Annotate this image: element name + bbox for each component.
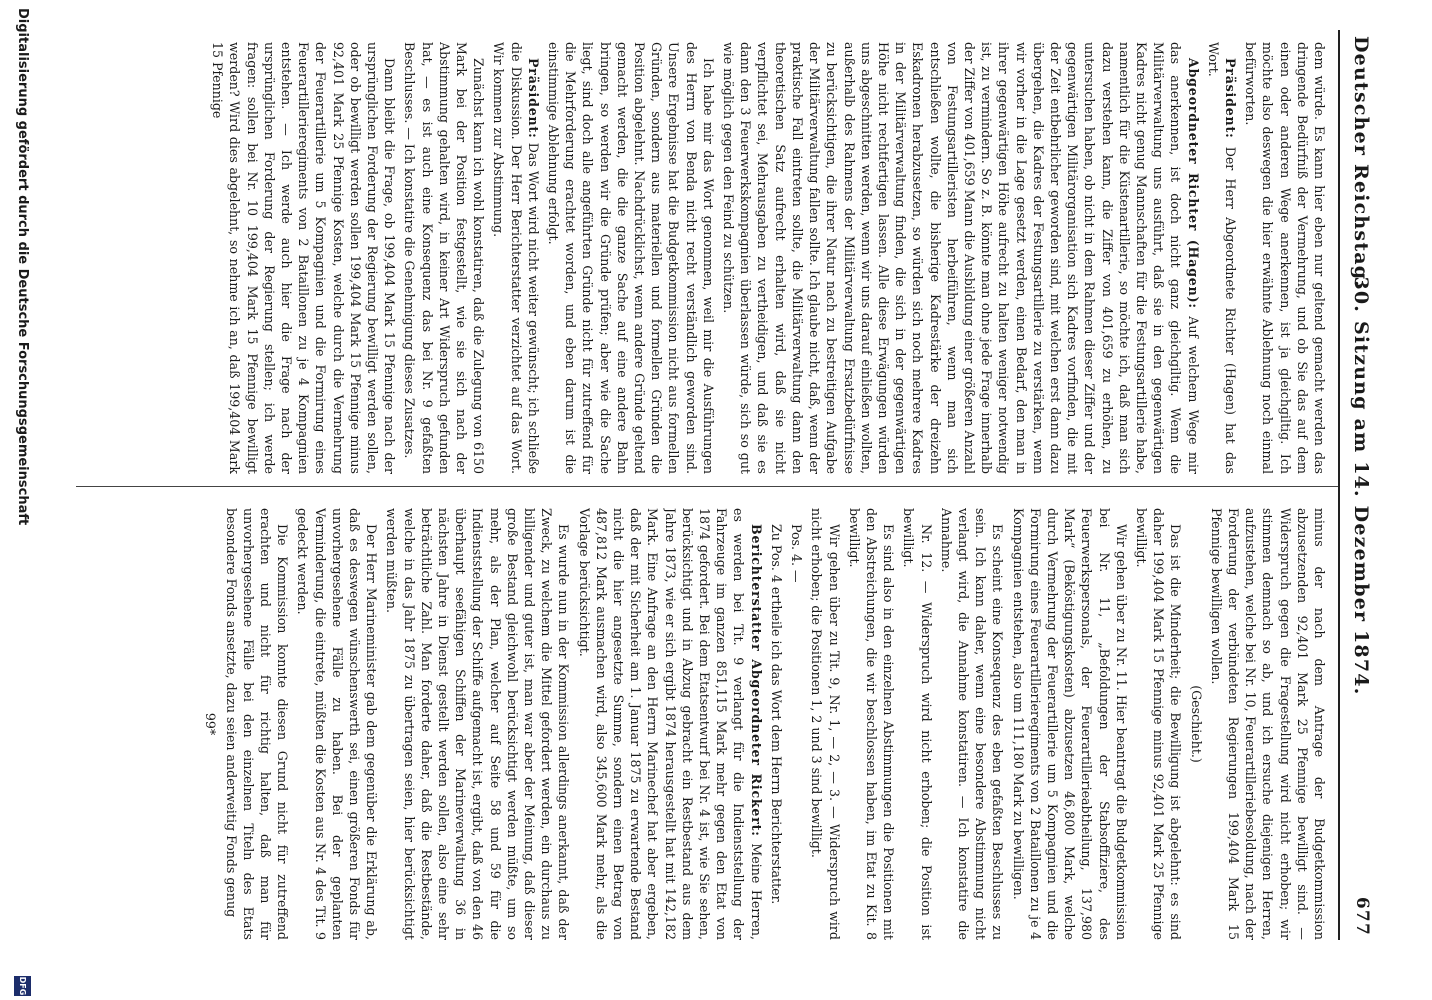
paragraph: dem würde. Es kann hier eben nur geltend gemacht werden das dringende Bedürfniß der Vermehrung, und ob Sie das auf dem einen oder anderen Wege anerkennen, ist ja gleichgiltig. Ich möchte also deswegen die hier erwähnte Ablehnung noch einmal befürworten. — [1243, 42, 1327, 474]
speech-text: Auf welchem Wege mir das anerkennen, ist doch nicht ganz gleichgiltig. Wenn die Militärverwaltung uns ausführt, daß sie in den gegenwärtigen Kadres nicht genug Mannschaften für die Festungsartillerie habe, namentlich für die Küstenartillerie, so möchte ich, daß man sich dazu verstehen kann, die Ziffer von 401,659 zu erhöhen, zu untersuchen haben, ob nicht in dem Rahmen dieser Ziffer und der gegenwärtigen Militärorganisation sich Kadres vorfinden, die mit der Zeit entbehrlicher geworden sind, mit welchen erst dann dazu übergehen, die Kadres der Festungsartillerie zu verstärken, wenn wir vorher in die Lage gesetzt werden, einen Bedarf, den man in ihrer gegenwärtigen Höhe aufrecht zu halten weniger notwendig ist, zu vermindern. So z. B. könnte man ohne jede Frage innerhalb der Ziffer von 401,659 Mann die Ausbildung einer größeren Anzahl von Festungsartilleristen herbeiführen, wenn man sich entschließen wollte, die bisherige Kadrestärke der dreizehn Eskadronen herabzusetzen, so würden sich noch mehrere Kadres in der Militärverwaltung finden, die sich in der gegenwärtigen Höhe nicht rechtfertigen lassen. Alle diese Erwägungen würden uns abgeschnitten werden, wenn wir uns darauf einließen wollten, außerhalb des Rahmens der Militärverwaltung Ersatzbedürfnisse zu berücksichtigen, die ihrer Natur nach zu bestreitigen Aufgabe der Militärverwaltung fallen sollte. Ich glaube nicht, daß, wenn der praktische Fall eintreten sollte, die Militärverwaltung dann den theoretischen Satz aufrecht erhalten wird, daß sie nicht verpflichtet sei, Mehrausgaben zu vertheidigen, und daß sie es dann den 3 Feuerwerkskompagnien überlassen würde, sich so gut wie möglich gegen den Feind zu schützen. — [721, 42, 1201, 474]
speech-text: Meine Herren, es werden bei Tit. 9 verlangt für die Indienststellung der Fahrzeuge im ganzen 851,115 Mark mehr gegen den Etat von 1874 gefordert. Bei dem Etatsentwurf bei Nr. 4 ist, wie Sie sehen, berücksichtigt und in Abzug gebracht ein Restbestand aus dem Jahre 1873, wie er sich ergibt 1874 herausgestellt hat mit 142,182 Mark. Eine Anfrage an den Herrn Marinechef hat aber ergeben, daß der mit Sicherheit am 1. Januar 1875 zu erwartende Bestand nicht die hier angesetzte Summe, sondern einen Betrag von 487,812 Mark ausmachen wird, also 345,600 Mark mehr, als die Vorlage berücksichtigt. — [576, 508, 764, 940]
paragraph: Wir gehen über zu Tit. 9, Nr. 1, — 2, — 3. — Widerspruch wird nicht erhoben; die Positionen 1, 2 und 3 sind bewilligt. — [809, 508, 842, 940]
page-header — [1342, 36, 1372, 936]
digitization-footer — [8, 0, 34, 1000]
speaker-name: Präsident: — [1222, 58, 1238, 139]
paragraph: Das ist die Minderheit; die Bewilligung ist abgelehnt: es sind daher 199,404 Mark 15 Pfennige minus 92,401 Mark 25 Pfennige bewilligt. — [1133, 508, 1184, 940]
footer-text: Digitalisierung gefördert durch die Deutsche Forschungsgemeinschaft — [15, 8, 30, 526]
paragraph: Dann bleibt die Frage, ob 199,404 Mark 15 Pfennige nach der ursprünglichen Forderung der Regierung bewilligt werden sollen, oder ob bewilligt werden sollen 199,404 Mark 15 Pfennige minus 92,401 Mark 25 Pfennige Kosten, welche durch die Vermehrung der Feuerartillerie um 5 Kompagnien und die Formirung eines Feuerartillerieregiments von 2 Bataillonen zu je 4 Kompagnien entstehen. — Ich werde auch hier die Frage nach der ursprünglichen Forderung der Regierung stellen; ich werde fragen: sollen bei Nr. 10 199,404 Mark 15 Pfennige bewilligt werden? Wird dies abgelehnt, so nehme ich an, daß 199,404 Mark 15 Pfennige — [210, 42, 398, 474]
paragraph: Es sind also in den einzelnen Abstimmungen die Positionen mit den Abstreichungen, die wir beschlossen haben, im Etat zu Kit. 8 bewilligt. — [846, 508, 897, 940]
speech-text: Der Herr Abgeordnete Richter (Hagen) hat das Wort. — [1205, 42, 1238, 474]
column-divider — [76, 486, 1338, 487]
paragraph: Nr. 12. — Widerspruch wird nicht erhoben; die Position ist bewilligt. — [901, 508, 934, 940]
paragraph: minus der nach dem Antrage der Budgetkommission abzusetzenden 92,401 Mark 25 Pfennige bewilligt sind. — Widerspruch gegen die Fragestellung wird nicht erhoben; wir stimmen demnach so ab, und ich ersuche diejenigen Herren, aufzustehen, welche bei Nr. 10, Feuerartilleriebesoldung, nach der Forderung der verbündeten Regierungen 199,404 Mark 15 Pfennige bewilligen wollen. — [1208, 508, 1327, 940]
paragraph: Zu Pos. 4 ertheile ich das Wort dem Herrn Berichterstatter. — [768, 524, 784, 905]
paragraph: Pos. 4. — — [789, 524, 805, 583]
paragraph: Wir gehen über zu Nr. 11. Hier beantragt die Budgetkommission bei Nr. 11, „Befoldungen der Stabsoffiziere, des Feuerwerkspersonals, der Feuerartillerieabtheilung, 137,980 Mark“ (Beköstigungskosten) abzusetzen 46,800 Mark, welche durch Vermehrung der Feuerartillerie um 5 Kompagnien und die Formirung eines Feuerartillerieregiments von 2 Bataillonen zu je 4 Kompagnien entstehen, also um 111,180 Mark zu bewilligen. — [1010, 508, 1129, 940]
header-rule — [1338, 30, 1340, 940]
paragraph: Ich habe mir das Wort genommen, weil mir die Ausführungen des Herrn von Benda nicht recht verständlich geworden sind. Unsere Ergebnisse hat die Budgetkommission nicht aus formellen Gründen, sondern aus materiellen und formellen Gründen die Position abgelehnt. Nachdrücklichst, wenn andere Gründe geltend gemacht werden, die die ganze Sache auf eine andere Bahn bringen, so werden wir die Gründe prüfen; aber wie die Sache liegt, sind doch alle angeführten Gründe nicht für zutreffend für die Mehrforderung erachtet worden, und eben darum ist die einstimmige Ablehnung erfolgt. — [546, 42, 716, 474]
paragraph: Die Kommission konnte diesen Grund nicht für zutreffend erachten und nicht für richtig halten, daß man für unvorhergesehene Fälle bei den einzelnen Titeln des Etats besondere Fonds ansetzte, dazu seien anderweitig Fonds genug — [223, 508, 291, 940]
signature-mark: 99* — [203, 712, 219, 736]
dfg-logo: DFG — [14, 976, 31, 996]
header-session: 30. Sitzung am 14. Dezember 1874. — [1350, 276, 1372, 696]
page-number: 677 — [1352, 896, 1372, 936]
speech-text: Das Wort wird nicht weiter gewünscht; ich schließe die Diskussion. Der Herr Berichterstatter verzichtet auf das Wort. Wir kommen zur Abstimmung. — [491, 42, 541, 474]
paragraph: Es wurde nun in der Kommission allerdings anerkannt, daß der Zweck, zu welchem die Mittel gefordert werden, ein durchaus zu billigender und guter ist, man war aber der Meinung, daß dieser große Bestand gleichwohl berücksichtigt werden müßte, um so mehr, als der Plan, welcher auf Seite 58 und 59 für die Indienststellung der Schiffe aufgemacht ist, ergibt, daß von den 46 überhaupt seefähigen Schiffen der Marineverwaltung 36 in nächsten Jahre in Dienst gestellt werden sollen, also eine sehr beträchtliche Zahl. Man forderte daher, daß die Restbestände, welche in das Jahr 1875 zu übertragen seien, hier berücksichtigt werden müßten. — [384, 508, 572, 940]
paragraph: Es scheint eine Konsequenz des eben gefaßten Beschlusses zu sein. Ich kann daher, wenn eine besondere Abstimmung nicht verlangt wird, die Annahme konstatiren. — Ich konstatire die Annahme. — [938, 508, 1006, 940]
paragraph: Zunächst kann ich wohl konstatiren, daß die Zulegung von 6150 Mark bei der Position festgestellt, wie sie sich nach der Abstimmung gehalten wird, in keiner Art Widerspruch gefunden hat, — es ist auch eine Konsequenz das bei Nr. 9 gefaßten Beschlusses. — Ich konstatire die Genehmigung dieses Zusatzes. — [402, 42, 487, 474]
paragraph — [575, 508, 764, 940]
left-column — [58, 42, 1328, 474]
header-title: Deutscher Reichstag. — [1350, 36, 1372, 289]
paragraph — [490, 42, 542, 474]
paragraph: Der Herr Marineminister gab dem gegenüber die Erklärung ab, daß es deswegen wünschenswerth sei, einen größeren Fonds für unvorhergesehene Fälle zu haben. Bei der geplanten Verminderung, die eintrete, müßten die Kosten aus Nr. 4 des Tit. 9 gedeckt werden. — [295, 508, 380, 940]
right-column — [58, 508, 1328, 940]
speaker-name: Berichterstatter Abgeordneter Rickert: — [748, 524, 764, 837]
paragraph — [1205, 42, 1239, 474]
stage-direction: (Geschieht.) — [1188, 685, 1204, 763]
speaker-name: Abgeordneter Richter (Hagen): — [1185, 58, 1201, 309]
speaker-name: Präsident: — [525, 58, 541, 139]
paragraph — [720, 42, 1202, 474]
